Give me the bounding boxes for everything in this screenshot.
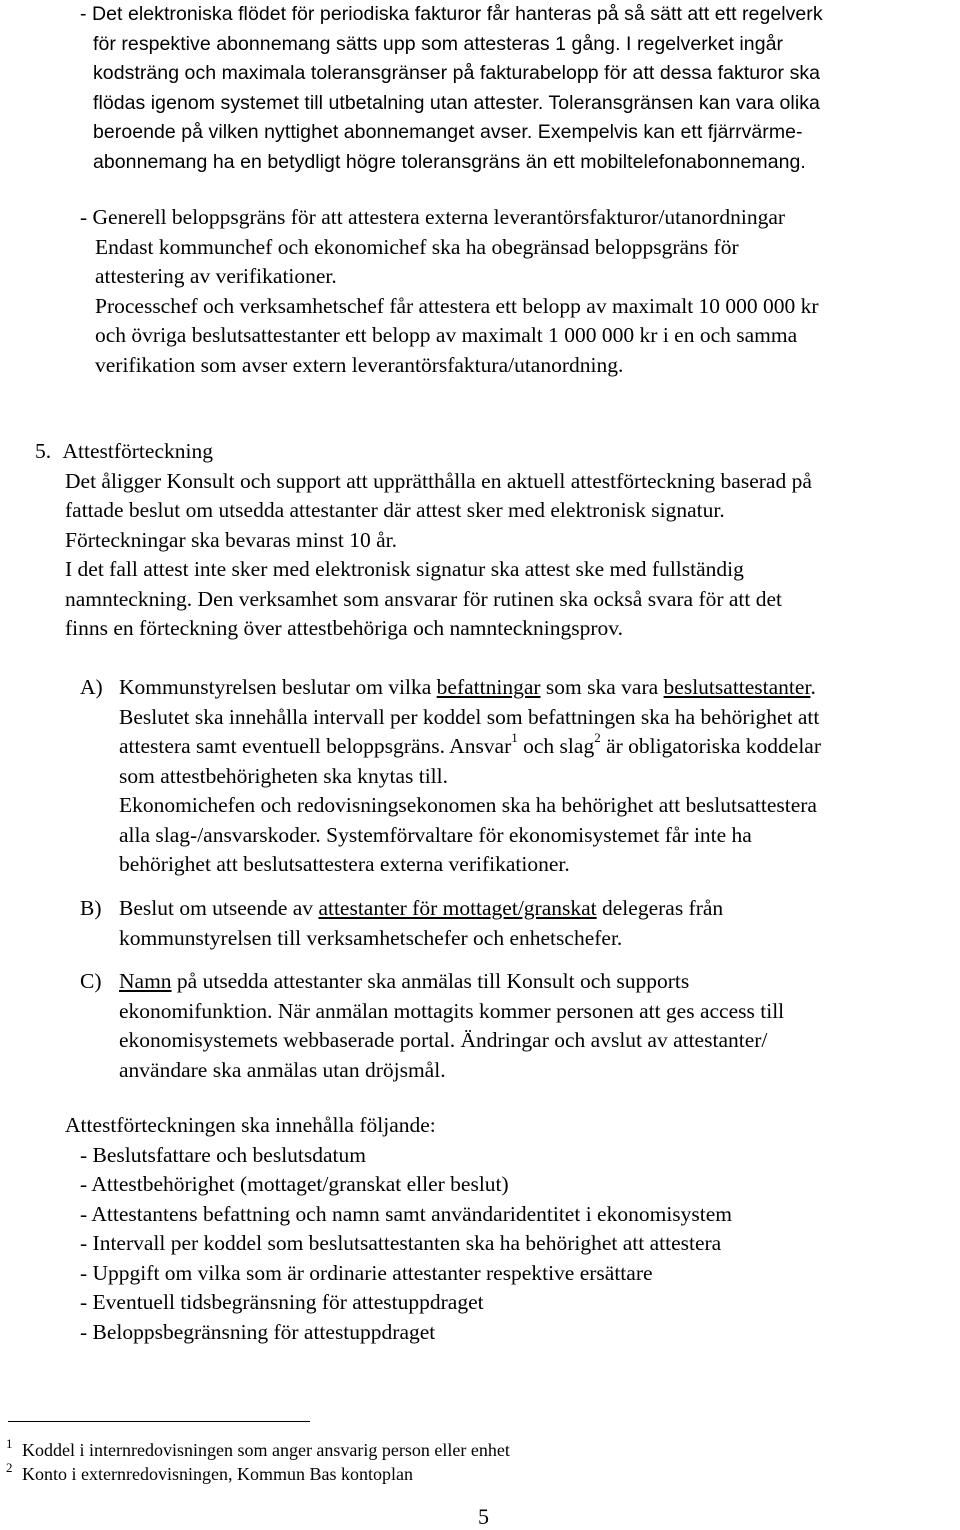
- list-item: - Intervall per koddel som beslutsattestanten ska ha behörighet att attestera: [80, 1231, 722, 1255]
- text-line: och övriga beslutsattestanter ett belopp av maximalt 1 000 000 kr i en och samma: [95, 323, 798, 347]
- list-item: - Beloppsbegränsning för attestuppdraget: [80, 1319, 436, 1344]
- text-line: abonnemang ha en betydligt högre toleransgräns än ett mobiltelefonabonnemang.: [93, 150, 806, 173]
- text-line: Processchef och verksamhetschef får attestera ett belopp av maximalt 10 000 000 kr: [95, 293, 819, 318]
- list-item: - Uppgift om vilka som är ordinarie attestanter respektive ersättare: [80, 1260, 653, 1285]
- footnote-text: Konto i externredovisningen, Kommun Bas kontoplan: [22, 1464, 413, 1484]
- text-line: användare ska anmälas utan dröjsmål.: [119, 1057, 446, 1082]
- underlined-term: befattningar: [436, 675, 541, 699]
- text-line: [119, 967, 960, 997]
- text-line: finns en förteckning över attestbehöriga och namnteckningsprov.: [65, 616, 624, 640]
- text-line: ekonomifunktion. När anmälan mottagits kommer personen att ges access till: [119, 998, 785, 1023]
- footnote-number: 1: [6, 1436, 13, 1451]
- text-line: Endast kommunchef och ekonomichef ska ha obegränsad beloppsgräns för: [95, 234, 739, 259]
- list-heading: Attestförteckningen ska innehålla följande:: [65, 1113, 436, 1137]
- footnote-ref: 1: [511, 729, 518, 745]
- text-line: [119, 729, 960, 762]
- text-line: verifikation som avser extern leverantörsfaktura/utanordning.: [95, 352, 624, 377]
- footnote-text: Koddel i internredovisningen som anger ansvarig person eller enhet: [22, 1440, 510, 1460]
- text-line: [119, 673, 960, 703]
- underlined-term: attestanter för mottaget/granskat: [318, 896, 597, 920]
- text-line: Beslutet ska innehålla intervall per koddel som befattningen ska ha behörighet att: [119, 704, 820, 729]
- item-c: [80, 967, 960, 1085]
- text-line: som attestbehörigheten ska knytas till.: [119, 763, 449, 788]
- text-run: på utsedda attestanter ska anmälas till Konsult och supports: [171, 969, 690, 993]
- list-item: - Beslutsfattare och beslutsdatum: [80, 1142, 366, 1167]
- list-item: - Eventuell tidsbegränsning för attestuppdraget: [80, 1290, 484, 1314]
- text-line: namnteckning. Den verksamhet som ansvarar för rutinen ska också svara för att det: [65, 586, 783, 611]
- list-item: - Attestantens befattning och namn samt användaridentitet i ekonomisystem: [80, 1201, 733, 1226]
- amount-limit-paragraph: [80, 203, 960, 380]
- text-line: ekonomisystemets webbaserade portal. Ändringar och avslut av attestanter/: [119, 1028, 768, 1052]
- footnote-ref: 2: [594, 729, 601, 745]
- item-a: [80, 673, 960, 880]
- text-line: I det fall attest inte sker med elektronisk signatur ska attest ske med fullständig: [65, 557, 744, 581]
- text-line: attestering av verifikationer.: [95, 264, 337, 288]
- text-line: flödas igenom systemet till utbetalning utan attester. Toleransgränsen kan vara olika: [93, 91, 820, 114]
- text-line: kommunstyrelsen till verksamhetschefer och enhetschefer.: [119, 925, 623, 950]
- text-line: beroende på vilken nyttighet abonnemanget avser. Exempelvis kan ett fjärrvärme-: [93, 121, 803, 143]
- text-line: - Det elektroniska flödet för periodiska fakturor får hanteras på så sätt att ett regelverk: [80, 3, 823, 25]
- text-line: fattade beslut om utsedda attestanter där attest sker med elektronisk signatur.: [65, 498, 725, 522]
- text-line: alla slag-/ansvarskoder. Systemförvaltare för ekonomisystemet får inte ha: [119, 822, 752, 847]
- text-run: delegeras från: [596, 896, 724, 920]
- text-run: .: [810, 675, 816, 699]
- text-line: för respektive abonnemang sätts upp som attesteras 1 gång. I regelverket ingår: [93, 32, 784, 55]
- page-number: 5: [478, 1504, 489, 1529]
- periodic-invoices-paragraph: [80, 0, 960, 177]
- text-run: är obligatoriska koddelar: [600, 734, 822, 758]
- footnote-1: [0, 1438, 960, 1462]
- attest-list: [65, 1111, 960, 1347]
- text-line: - Generell beloppsgräns för att attestera externa leverantörsfakturor/utanordningar: [80, 205, 786, 229]
- section-5: [35, 437, 960, 644]
- text-line: kodsträng och maximala toleransgränser på fakturabelopp för att dessa fakturor ska: [93, 62, 821, 84]
- footnote-number: 2: [6, 1460, 13, 1475]
- text-run: attestera samt eventuell beloppsgräns. Ansvar: [119, 734, 512, 758]
- list-item: - Attestbehörighet (mottaget/granskat eller beslut): [80, 1172, 509, 1196]
- item-b: [80, 894, 960, 953]
- section-number: 5.: [35, 439, 52, 463]
- text-run: och slag: [517, 734, 595, 758]
- underlined-term: beslutsattestanter: [663, 675, 811, 699]
- text-line: behörighet att beslutsattestera externa verifikationer.: [119, 852, 570, 876]
- item-label: A): [80, 675, 103, 699]
- text-line: Förteckningar ska bevaras minst 10 år.: [65, 527, 397, 552]
- text-run: som ska vara: [540, 675, 664, 699]
- text-line: Ekonomichefen och redovisningsekonomen ska ha behörighet att beslutsattestera: [119, 793, 817, 817]
- text-line: [119, 894, 960, 924]
- section-heading: [35, 437, 960, 467]
- item-label: C): [80, 969, 102, 993]
- footnote-divider: [8, 1421, 310, 1422]
- text-run: Kommunstyrelsen beslutar om vilka: [119, 675, 437, 699]
- text-run: Beslut om utseende av: [119, 896, 319, 920]
- section-title: Attestförteckning: [62, 439, 213, 463]
- underlined-term: Namn: [119, 969, 172, 993]
- item-label: B): [80, 896, 102, 920]
- footnote-2: [0, 1462, 960, 1486]
- text-line: Det åligger Konsult och support att upprätthålla en aktuell attestförteckning baserad på: [65, 468, 812, 493]
